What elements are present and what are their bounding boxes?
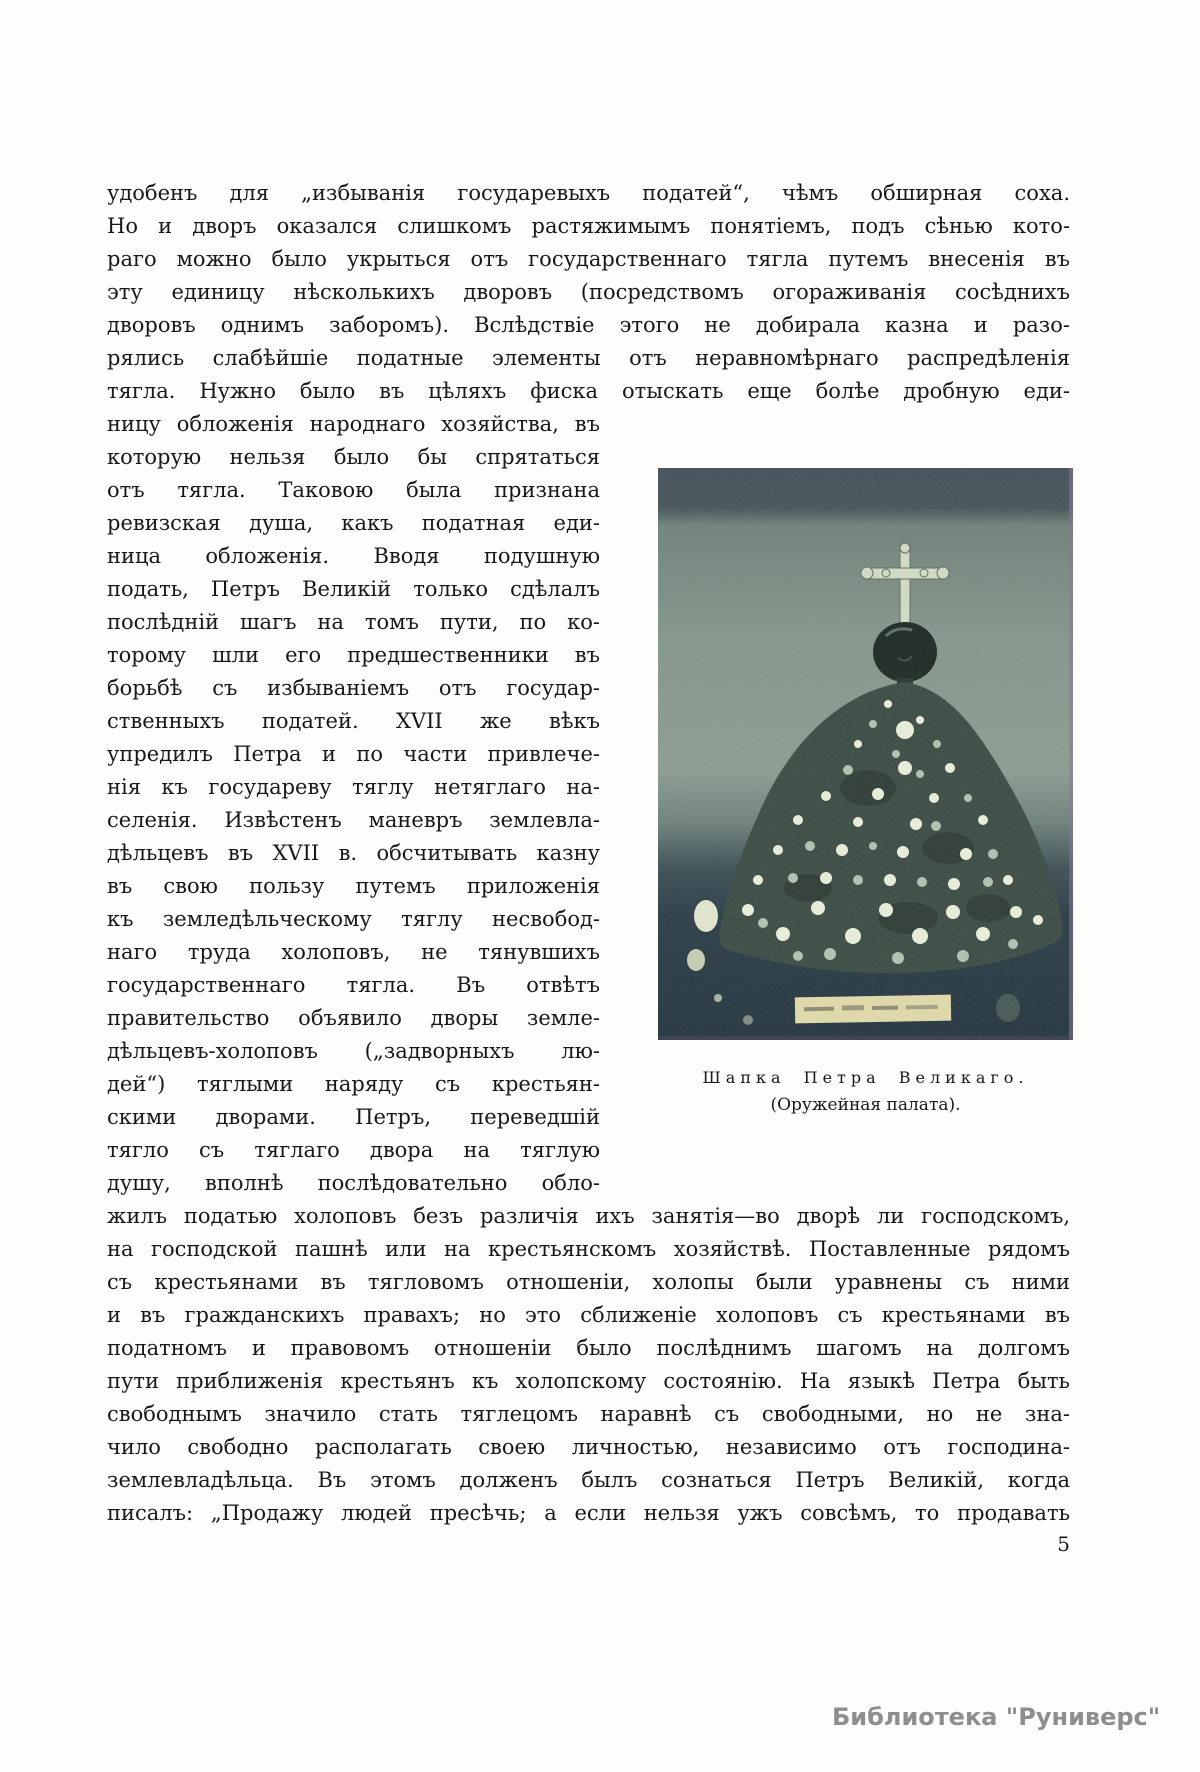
text-line: рялись слабѣйшіе податные элементы отъ неравномѣрнаго распредѣленія <box>107 346 1070 370</box>
text-line: съ крестьянами въ тягловомъ отношеніи, холопы были уравнены съ ними <box>107 1270 1070 1294</box>
text-line: послѣдній шагъ на томъ пути, по ко- <box>107 610 600 634</box>
text-line: въ свою пользу путемъ приложенія <box>107 874 600 898</box>
figure-caption-subtitle: (Оружейная палата). <box>770 1095 961 1115</box>
text-line: раго можно было укрыться отъ государственнаго тягла путемъ внесенія въ <box>107 247 1070 271</box>
text-line: свободнымъ значило стать тяглецомъ наравнѣ съ свободными, но не зна- <box>107 1402 1070 1426</box>
text-line: эту единицу нѣсколькихъ дворовъ (посредствомъ огораживанія сосѣднихъ <box>107 280 1070 304</box>
text-line: ница обложенія. Вводя подушную <box>107 544 600 568</box>
text-line: борьбѣ съ избываніемъ отъ государ- <box>107 676 600 700</box>
text-line: удобенъ для „избыванія государевыхъ податей“, чѣмъ обширная соха. <box>107 181 1070 205</box>
text-line: жилъ податью холоповъ безъ различія ихъ занятія—во дворѣ ли господскомъ, <box>107 1204 1070 1228</box>
text-line: ственныхъ податей. XVII же вѣкъ <box>107 709 600 733</box>
text-line: землевладѣльца. Въ этомъ долженъ былъ сознаться Петръ Великій, когда <box>107 1468 1070 1492</box>
text-line: нія къ государеву тяглу нетяглаго на- <box>107 775 600 799</box>
text-line: Но и дворъ оказался слишкомъ растяжимымъ понятіемъ, подъ сѣнью кото- <box>107 214 1070 238</box>
text-line: наго труда холоповъ, не тянувшихъ <box>107 940 600 964</box>
paragraph-block-bottom <box>107 1200 1070 1530</box>
text-line: чило свободно располагать своею личностью, независимо отъ господина- <box>107 1435 1070 1459</box>
text-line: писалъ: „Продажу людей пресѣчь; а если нельзя ужъ совсѣмъ, то продавать <box>107 1501 1070 1525</box>
text-line: дѣльцевъ-холоповъ („задворныхъ лю- <box>107 1039 600 1063</box>
text-line: на господской пашнѣ или на крестьянскомъ хозяйствѣ. Поставленные рядомъ <box>107 1237 1070 1261</box>
text-line: пути приближенія крестьянъ къ холопскому состоянію. На языкѣ Петра быть <box>107 1369 1070 1393</box>
text-line: дворовъ однимъ заборомъ). Вслѣдствіе этого не добирала казна и разо- <box>107 313 1070 337</box>
text-line: скими дворами. Петръ, переведшій <box>107 1105 600 1129</box>
text-line: упредилъ Петра и по части привлече- <box>107 742 600 766</box>
paragraph-block-top <box>107 177 1070 408</box>
paragraph-block-beside-figure <box>107 408 600 1200</box>
text-line: и въ гражданскихъ правахъ; но это сближеніе холоповъ съ крестьянами въ <box>107 1303 1070 1327</box>
page-number: 5 <box>1057 1532 1070 1556</box>
text-line: ницу обложенія народнаго хозяйства, въ <box>107 412 600 436</box>
text-line: душу, вполнѣ послѣдовательно обло- <box>107 1171 600 1195</box>
text-line: ревизская душа, какъ податная еди- <box>107 511 600 535</box>
text-line: дѣльцевъ въ XVII в. обсчитывать казну <box>107 841 600 865</box>
text-line: отъ тягла. Таковою была признана <box>107 478 600 502</box>
library-watermark: Библиотека "Руниверс" <box>832 1703 1161 1731</box>
text-line: тягло съ тяглаго двора на тяглую <box>107 1138 600 1162</box>
text-line: которую нельзя было бы спрятаться <box>107 445 600 469</box>
figure-caption-title: Шапка Петра Великаго. <box>702 1068 1029 1087</box>
text-line: податномъ и правовомъ отношеніи было послѣднимъ шагомъ на долгомъ <box>107 1336 1070 1360</box>
text-line: подать, Петръ Великій только сдѣлалъ <box>107 577 600 601</box>
text-line: тягла. Нужно было въ цѣляхъ фиска отыскать еще болѣе дробную еди- <box>107 379 1070 403</box>
text-line: торому шли его предшественники въ <box>107 643 600 667</box>
text-line: государственнаго тягла. Въ отвѣтъ <box>107 973 600 997</box>
text-line: правительство объявило дворы земле- <box>107 1006 600 1030</box>
text-line: дей“) тяглыми наряду съ крестьян- <box>107 1072 600 1096</box>
crown-photo <box>658 468 1073 1040</box>
figure-caption <box>648 1067 1083 1117</box>
crown-photo-art <box>658 468 1073 1040</box>
text-line: селенія. Извѣстенъ маневръ землевла- <box>107 808 600 832</box>
text-line: къ земледѣльческому тяглу несвобод- <box>107 907 600 931</box>
